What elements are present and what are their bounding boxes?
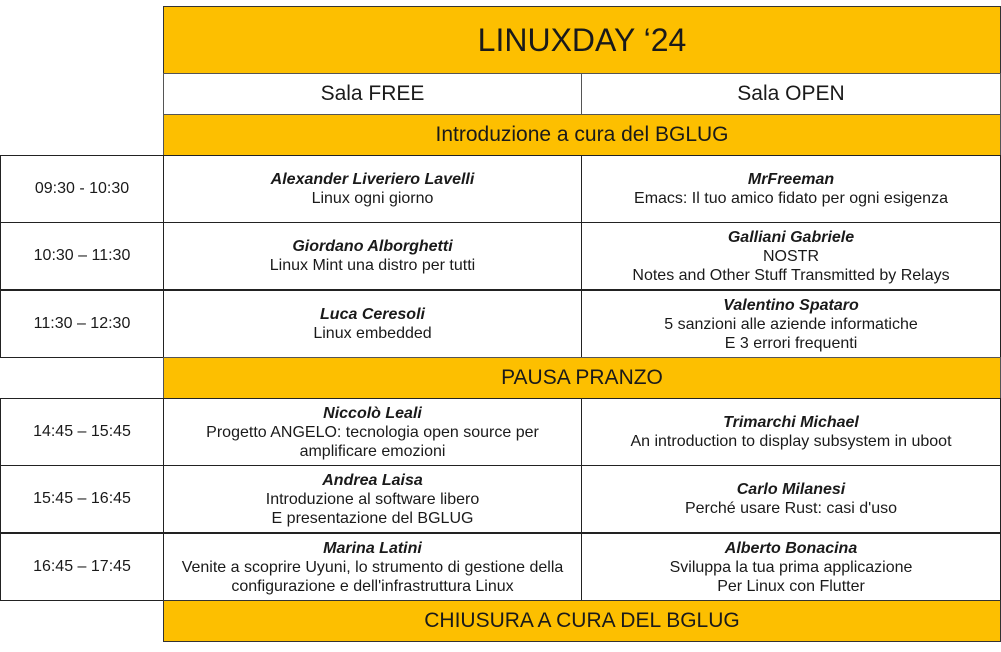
speaker-name: Marina Latini: [323, 539, 422, 557]
speaker-name: Galliani Gabriele: [727, 228, 855, 246]
page-title: LINUXDAY ‘24: [477, 21, 687, 58]
talk-title: 5 sanzioni alle aziende informatiche: [664, 315, 918, 333]
talk-title: Emacs: Il tuo amico fidato per ogni esigenza: [634, 190, 948, 207]
speaker-name: Giordano Alborghetti: [292, 238, 453, 255]
schedule-title: [163, 6, 1001, 74]
session-open: [581, 398, 1001, 466]
time-label: 14:45 – 15:45: [33, 423, 131, 440]
talk-title: Linux Mint una distro per tutti: [269, 257, 476, 274]
speaker-name: MrFreeman: [747, 171, 835, 188]
time-slot: [0, 290, 164, 358]
session-open: [581, 290, 1001, 358]
time-slot: [0, 222, 164, 290]
session-open: [581, 533, 1001, 601]
room-header-open: Sala OPEN: [581, 73, 1001, 115]
session-open: [581, 155, 1001, 223]
speaker-name: Andrea Laisa: [322, 471, 423, 489]
session-free: [163, 222, 582, 290]
talk-title: amplificare emozioni: [299, 442, 446, 460]
talk-title: NOSTR: [763, 247, 819, 265]
time-slot: [0, 465, 164, 533]
time-slot: [0, 533, 164, 601]
talk-title: Linux ogni giorno: [311, 190, 434, 207]
room-header-free: Sala FREE: [163, 73, 582, 115]
session-open: [581, 465, 1001, 533]
session-open: [581, 222, 1001, 290]
talk-title: Introduzione al software libero: [265, 490, 480, 508]
session-free: [163, 155, 582, 223]
talk-title: Linux embedded: [313, 325, 432, 342]
speaker-name: Niccolò Leali: [323, 404, 422, 422]
speaker-name: Carlo Milanesi: [736, 481, 846, 498]
time-label: 16:45 – 17:45: [33, 558, 131, 575]
intro-banner: Introduzione a cura del BGLUG: [163, 114, 1001, 156]
talk-title: Per Linux con Flutter: [717, 577, 865, 595]
talk-title: Sviluppa la tua prima applicazione: [669, 558, 913, 576]
time-label: 09:30 - 10:30: [34, 180, 130, 197]
speaker-name: Alberto Bonacina: [724, 539, 858, 557]
lunch-banner: PAUSA PRANZO: [163, 357, 1001, 399]
time-label: 10:30 – 11:30: [33, 247, 131, 264]
speaker-name: Trimarchi Michael: [723, 414, 859, 431]
session-free: [163, 290, 582, 358]
talk-title: An introduction to display subsystem in uboot: [630, 433, 952, 450]
session-free: [163, 398, 582, 466]
speaker-name: Valentino Spataro: [723, 296, 859, 314]
talk-title: configurazione e dell'infrastruttura Linux: [231, 577, 514, 595]
talk-title: Venite a scoprire Uyuni, lo strumento di gestione della: [181, 558, 564, 576]
time-label: 11:30 – 12:30: [33, 315, 131, 332]
talk-title: Perché usare Rust: casi d'uso: [684, 500, 898, 517]
session-free: [163, 465, 582, 533]
session-free: [163, 533, 582, 601]
time-slot: [0, 398, 164, 466]
closing-banner: CHIUSURA A CURA DEL BGLUG: [163, 600, 1001, 642]
talk-title: Notes and Other Stuff Transmitted by Relays: [632, 266, 950, 284]
talk-title: E presentazione del BGLUG: [271, 509, 474, 527]
speaker-name: Luca Ceresoli: [320, 306, 425, 323]
talk-title: Progetto ANGELO: tecnologia open source per: [206, 423, 539, 441]
speaker-name: Alexander Liveriero Lavelli: [270, 171, 475, 188]
time-slot: [0, 155, 164, 223]
talk-title: E 3 errori frequenti: [724, 334, 858, 352]
time-label: 15:45 – 16:45: [33, 490, 131, 507]
